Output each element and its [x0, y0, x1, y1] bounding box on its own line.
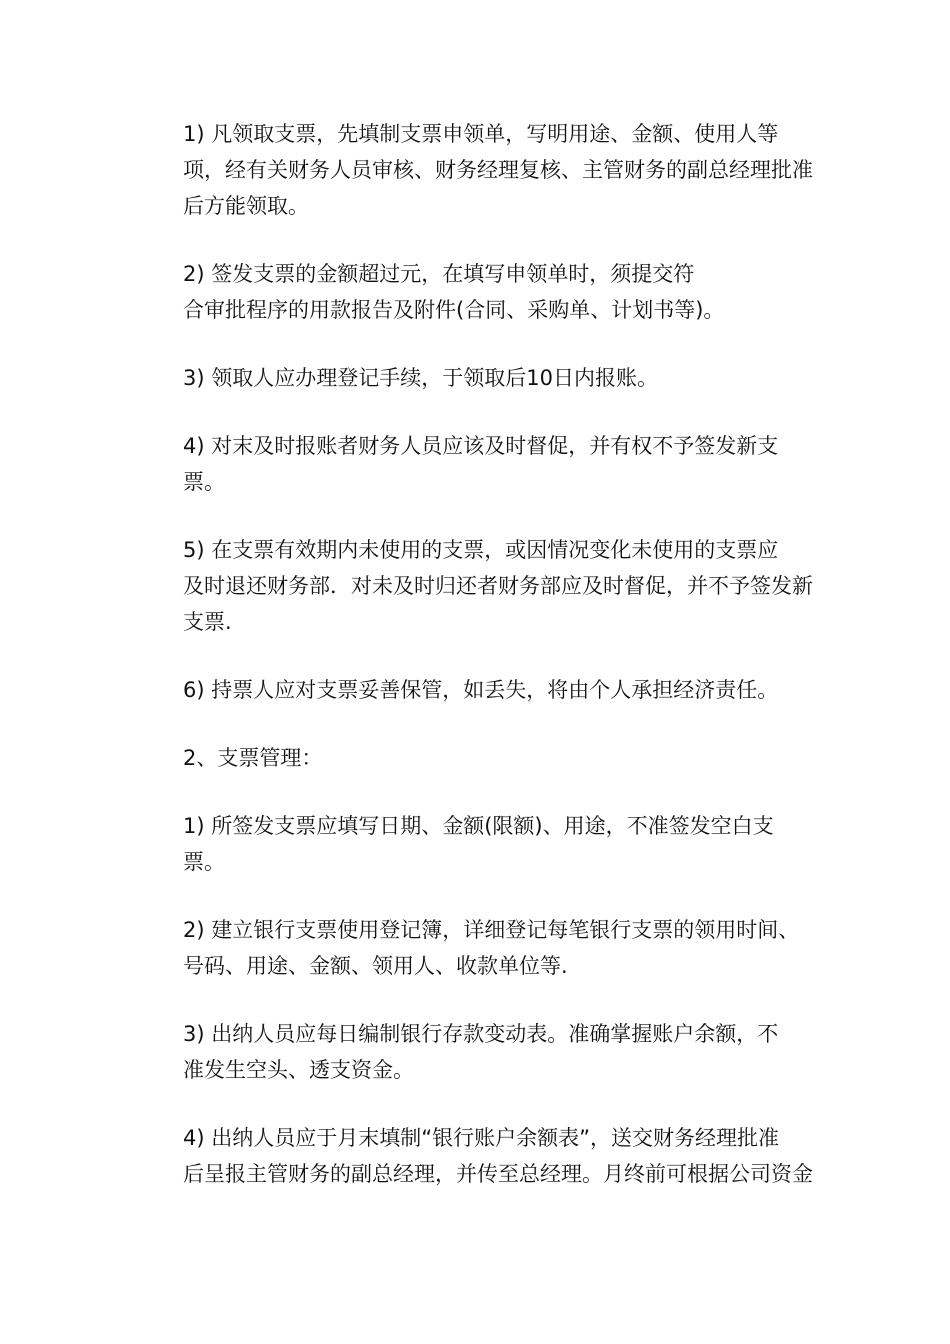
- text-line: 1) 所签发支票应填写日期、金额(限额)、用途，不准签发空白支: [183, 814, 774, 838]
- text-line: 2) 建立银行支票使用登记簿，详细登记每笔银行支票的领用时间、: [183, 918, 800, 942]
- text-line: 3) 领取人应办理登记手续，于领取后10日内报账。: [183, 366, 658, 390]
- text-line: 1) 凡领取支票，先填制支票申领单，写明用途、金额、使用人等: [183, 122, 779, 146]
- text-line: 4) 对末及时报账者财务人员应该及时督促，并有权不予签发新支: [183, 434, 779, 458]
- paragraph-9: [140, 1016, 820, 1088]
- text-line: 后呈报主管财务的副总经理，并传至总经理。月终前可根据公司资金: [183, 1162, 813, 1186]
- paragraph-2: [140, 256, 820, 328]
- text-line: 项，经有关财务人员审核、财务经理复核、主管财务的副总经理批准: [183, 158, 813, 182]
- text-line: 2) 签发支票的金额超过元，在填写申领单时，须提交符: [183, 262, 695, 286]
- paragraph-7: [140, 808, 820, 880]
- text-line: 支票.: [183, 610, 232, 634]
- document-body: [140, 116, 820, 1224]
- paragraph-4: [140, 428, 820, 500]
- text-line: 合审批程序的用款报告及附件(合同、采购单、计划书等)。: [183, 298, 725, 322]
- section-heading: [140, 740, 820, 776]
- paragraph-6: [140, 672, 820, 708]
- paragraph-8: [140, 912, 820, 984]
- text-line: 票。: [183, 470, 225, 494]
- text-line: 6) 持票人应对支票妥善保管，如丢失，将由个人承担经济责任。: [183, 678, 779, 702]
- paragraph-5: [140, 532, 820, 640]
- paragraph-3: [140, 360, 820, 396]
- text-line: 后方能领取。: [183, 194, 309, 218]
- paragraph-1: [140, 116, 820, 224]
- text-line: 票。: [183, 850, 225, 874]
- text-line: 4) 出纳人员应于月末填制“银行账户余额表”，送交财务经理批准: [183, 1126, 779, 1150]
- text-line: 2、支票管理：: [183, 746, 323, 770]
- text-line: 准发生空头、透支资金。: [183, 1058, 414, 1082]
- text-line: 及时退还财务部．对未及时归还者财务部应及时督促，并不予签发新: [183, 574, 813, 598]
- paragraph-10: [140, 1120, 820, 1192]
- text-line: 号码、用途、金额、领用人、收款单位等.: [183, 954, 568, 978]
- text-line: 5) 在支票有效期内未使用的支票，或因情况变化未使用的支票应: [183, 538, 779, 562]
- text-line: 3) 出纳人员应每日编制银行存款变动表。准确掌握账户余额，不: [183, 1022, 779, 1046]
